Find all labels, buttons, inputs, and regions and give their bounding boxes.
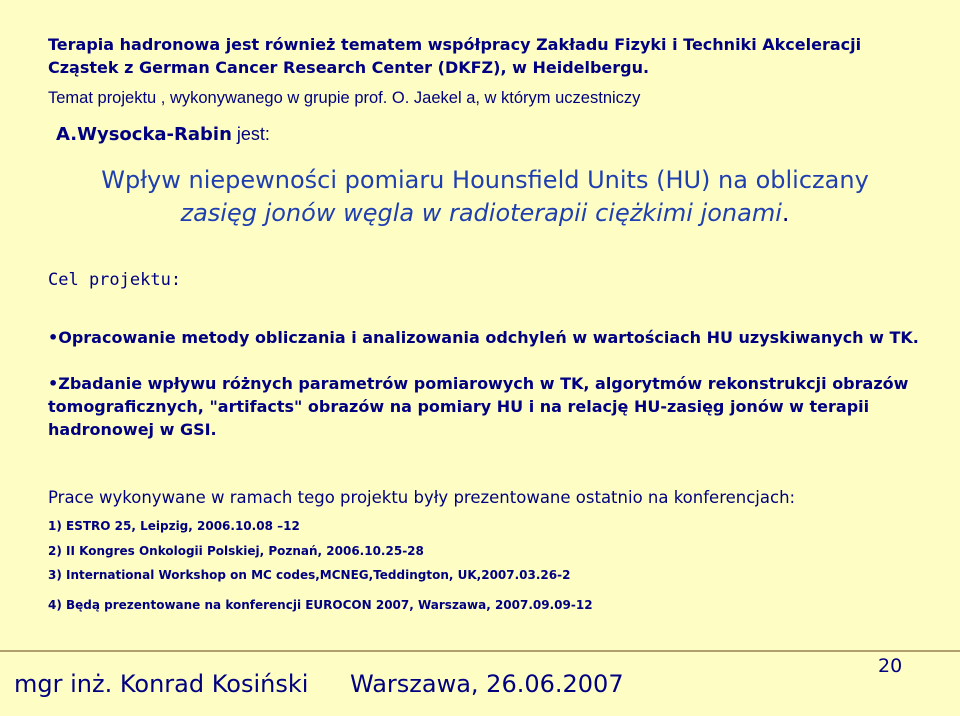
conference-item: 1) ESTRO 25, Leipzig, 2006.10.08 –12 (48, 519, 300, 533)
conference-item: 3) International Workshop on MC codes,MCNEG,Teddington, UK,2007.03.26-2 (48, 568, 571, 582)
intro-paragraph: Terapia hadronowa jest również tematem współpracy Zakładu Fizyki i Techniki Akceleracji Cząstek z German Cancer Research Center (DKFZ), w Heidelbergu. (48, 35, 862, 77)
conference-item: 4) Będą prezentowane na konferencji EUROCON 2007, Warszawa, 2007.09.09-12 (48, 598, 593, 612)
author-line (56, 124, 270, 145)
footer-author: mgr inż. Konrad Kosiński (14, 670, 309, 698)
conference-item: 2) II Kongres Onkologii Polskiej, Poznań, 2006.10.25-28 (48, 544, 424, 558)
conferences-heading: Prace wykonywane w ramach tego projektu były prezentowane ostatnio na konferencjach: (48, 488, 796, 507)
project-title-line2: zasięg jonów węgla w radioterapii ciężkimi jonami. (180, 199, 790, 227)
project-title (40, 164, 930, 230)
author-suffix: jest: (231, 124, 270, 144)
goal-heading: Cel projektu: (48, 270, 182, 290)
footer-place-date: Warszawa, 26.06.2007 (350, 670, 624, 698)
project-title-line1: Wpływ niepewności pomiaru Hounsfield Units (HU) na obliczany (101, 166, 869, 194)
footer-divider (0, 650, 960, 652)
page-number: 20 (878, 655, 903, 677)
topic-intro-line: Temat projektu , wykonywanego w grupie prof. O. Jaekel a, w którym uczestniczy (48, 89, 641, 107)
author-name: A.Wysocka-Rabin (56, 124, 232, 145)
goal-bullet-1: •Opracowanie metody obliczania i analizowania odchyleń w wartościach HU uzyskiwanych w TK. (48, 328, 919, 347)
goal-bullet-2: •Zbadanie wpływu różnych parametrów pomiarowych w TK, algorytmów rekonstrukcji obrazów tomograficznych, "artifacts" obrazów na pomiary HU i na relację HU-zasięg jonów w terapii hadronowej w GSI. (48, 374, 909, 439)
